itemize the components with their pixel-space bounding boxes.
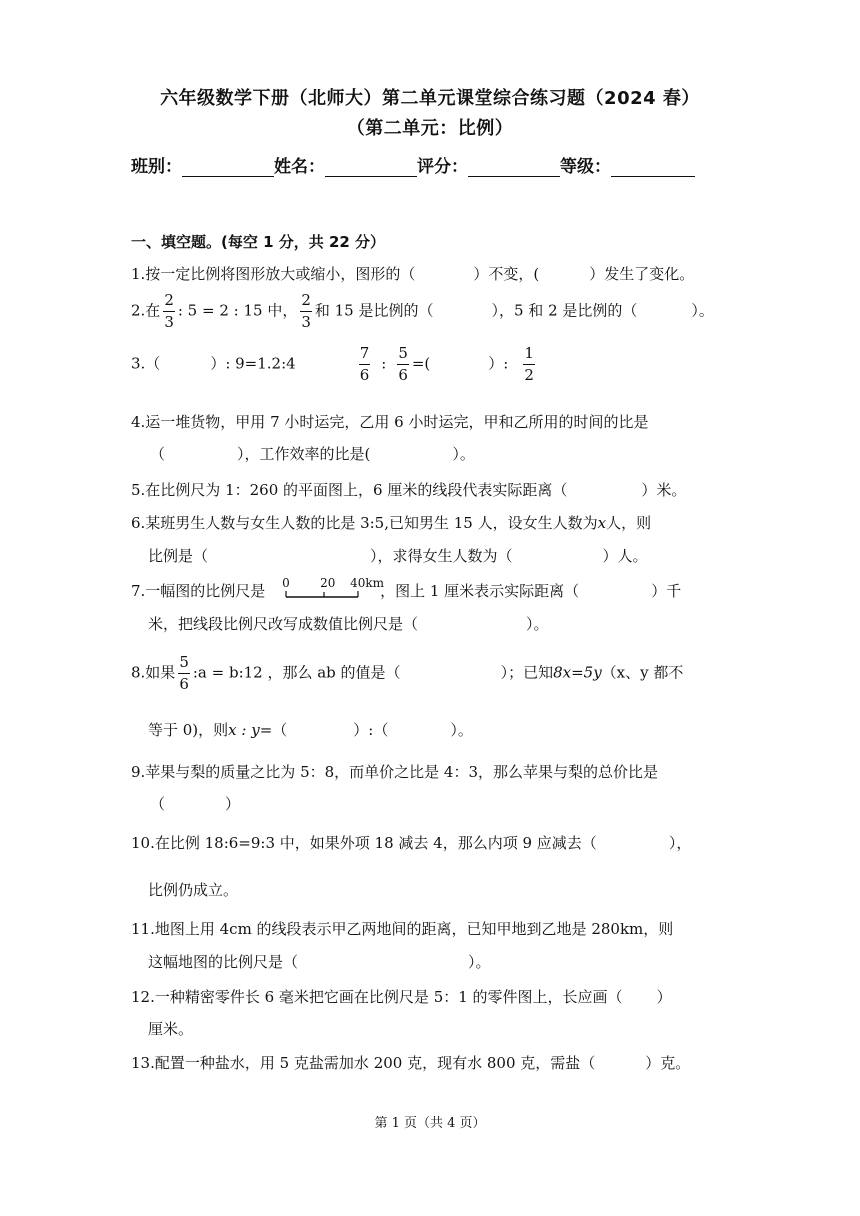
question-6: 6.某班男生人数与女生人数的比是 3:5,已知男生 15 人，设女生人数为x人，则 [131,514,652,532]
question-7-line-2: 米，把线段比例尺改写成数值比例尺是（ ）。 [148,615,549,633]
page-title: 六年级数学下册（北师大）第二单元课堂综合练习题（2024 春） [160,88,700,109]
name-blank[interactable] [325,156,417,177]
line-scale-bar: 0 20 40km [270,582,380,602]
fraction: $\frac{5}{6}$ [179,653,189,693]
question-9: 9.苹果与梨的质量之比为 5：8，而单价之比是 4：3，那么苹果与梨的总价比是 [131,763,659,781]
question-6-line-2: 比例是（ ），求得女生人数为（ ）人。 [148,547,648,565]
question-4: 4.运一堆货物，甲用 7 小时运完，乙用 6 小时运完，甲和乙所用的时间的比是 [131,413,649,431]
class-label: 班别： [131,157,182,177]
fraction: $\frac{1}{2}$ [524,344,534,384]
name-label: 姓名： [274,157,325,177]
grade-label: 等级： [560,157,611,177]
question-3: 3.（ ）: 9=1.2:4 $\frac{7}{6}$ : $\frac{5}{6}$ =( ）: $\frac{1}{2}$ [131,344,534,384]
score-blank[interactable] [468,156,560,177]
question-13: 13.配置一种盐水，用 5 克盐需加水 200 克，现有水 800 克，需盐（ ）克。 [131,1054,691,1072]
section-heading: 一、填空题。(每空 1 分，共 22 分） [131,233,386,251]
class-blank[interactable] [182,156,274,177]
score-label: 评分： [417,157,468,177]
question-10-line-2: 比例仍成立。 [148,881,239,899]
question-12: 12.一种精密零件长 6 毫米把它画在比例尺是 5：1 的零件图上，长应画（ ） [131,988,672,1006]
question-5: 5.在比例尺为 1：260 的平面图上，6 厘米的线段代表实际距离（ ）米。 [131,481,687,499]
question-11-line-2: 这幅地图的比例尺是（ ）。 [148,953,491,971]
grade-blank[interactable] [611,156,695,177]
student-info-row [131,152,731,177]
question-8: 8.如果 $\frac{5}{6}$ :a = b:12 ，那么 ab 的值是（ ）；已知8x=5y（x、y 都不 [131,653,684,693]
question-1: 1.按一定比例将图形放大或缩小，图形的（ ）不变，( ）发生了变化。 [131,265,695,283]
question-4-line-2: （ ），工作效率的比是( ）。 [150,445,475,463]
question-9-line-2: （ ） [150,795,241,813]
fraction: $\frac{5}{6}$ [398,344,408,384]
fraction: $\frac{2}{3}$ [164,291,174,331]
fraction: $\frac{2}{3}$ [301,291,311,331]
question-11: 11.地图上用 4cm 的线段表示甲乙两地间的距离，已知甲地到乙地是 280km，则 [131,920,674,938]
page-footer: 第 1 页（共 4 页） [374,1116,486,1131]
scale-bar-line [270,582,380,602]
fraction: $\frac{7}{6}$ [359,344,370,384]
question-8-line-2: 等于 0)，则x : y=（ ）:（ ）。 [148,721,473,739]
question-12-line-2: 厘米。 [148,1020,194,1038]
question-10: 10.在比例 18:6=9:3 中，如果外项 18 减去 4，那么内项 9 应减去（ ）， [131,834,692,852]
question-7: 7.一幅图的比例尺是 0 20 40km ，图上 1 厘米表示实际距离（ ）千 [131,576,682,600]
question-2: 2.在 $\frac{2}{3}$ : 5 = 2 : 15 中， $\frac{2}{3}$ 和 15 是比例的（ ），5 和 2 是比例的（ ）。 [131,291,714,331]
page-subtitle: （第二单元：比例） [346,118,514,139]
